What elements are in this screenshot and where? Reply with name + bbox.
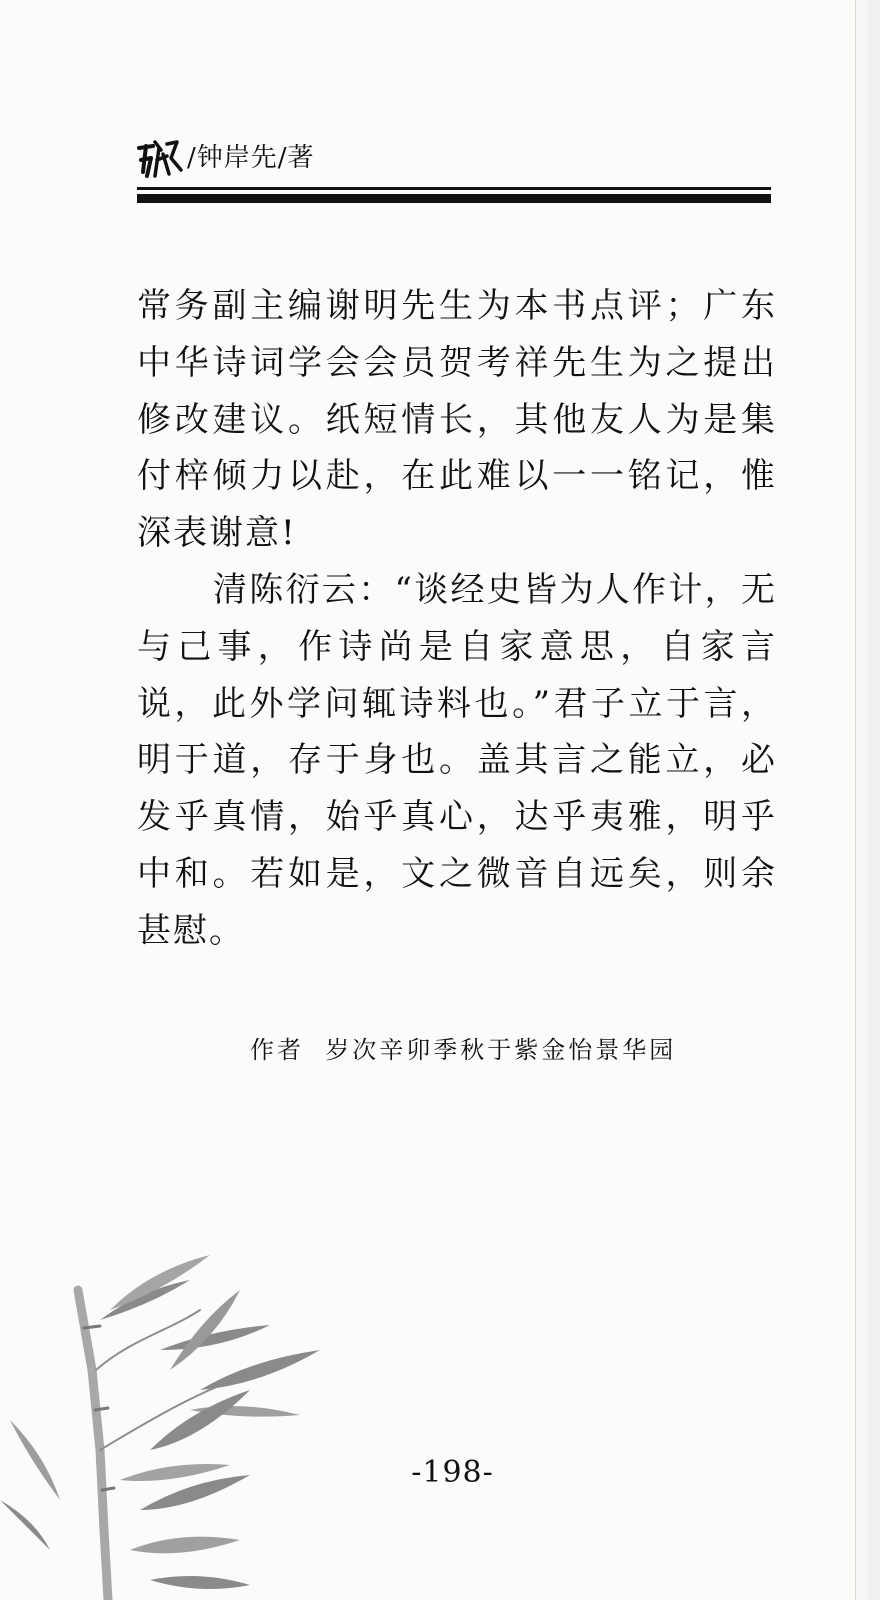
main-text xyxy=(137,278,777,960)
paragraph-2: 清陈衍云：“谈经史皆为人作计，无与己事，作诗尚是自家意思，自家言说，此外学问辄诗料也。”君子立于言，明于道，存于身也。盖其言之能立，必发乎真情，始乎真心，达乎夷雅，明乎中和。若如是，文之微音自远矣，则余甚慰。 xyxy=(137,569,777,951)
page-number: -198- xyxy=(411,1455,494,1490)
running-header xyxy=(137,130,315,180)
paragraph-1: 常务副主编谢明先生为本书点评；广东中华诗词学会会员贺考祥先生为之提出修改建议。纸短情长，其他友人为是集付梓倾力以赴，在此难以一一铭记，惟深表谢意! xyxy=(137,286,777,554)
header-rule-thin xyxy=(137,187,771,190)
header-title: /钟岸先/著 xyxy=(187,143,315,173)
calligraphy-logo-icon xyxy=(137,136,183,180)
header-rule-thick xyxy=(137,194,771,203)
page-edge xyxy=(855,0,868,1600)
author-signature: 作者 岁次辛卯季秋于紫金怡景华园 xyxy=(250,1036,677,1064)
bamboo-illustration xyxy=(0,1250,340,1600)
